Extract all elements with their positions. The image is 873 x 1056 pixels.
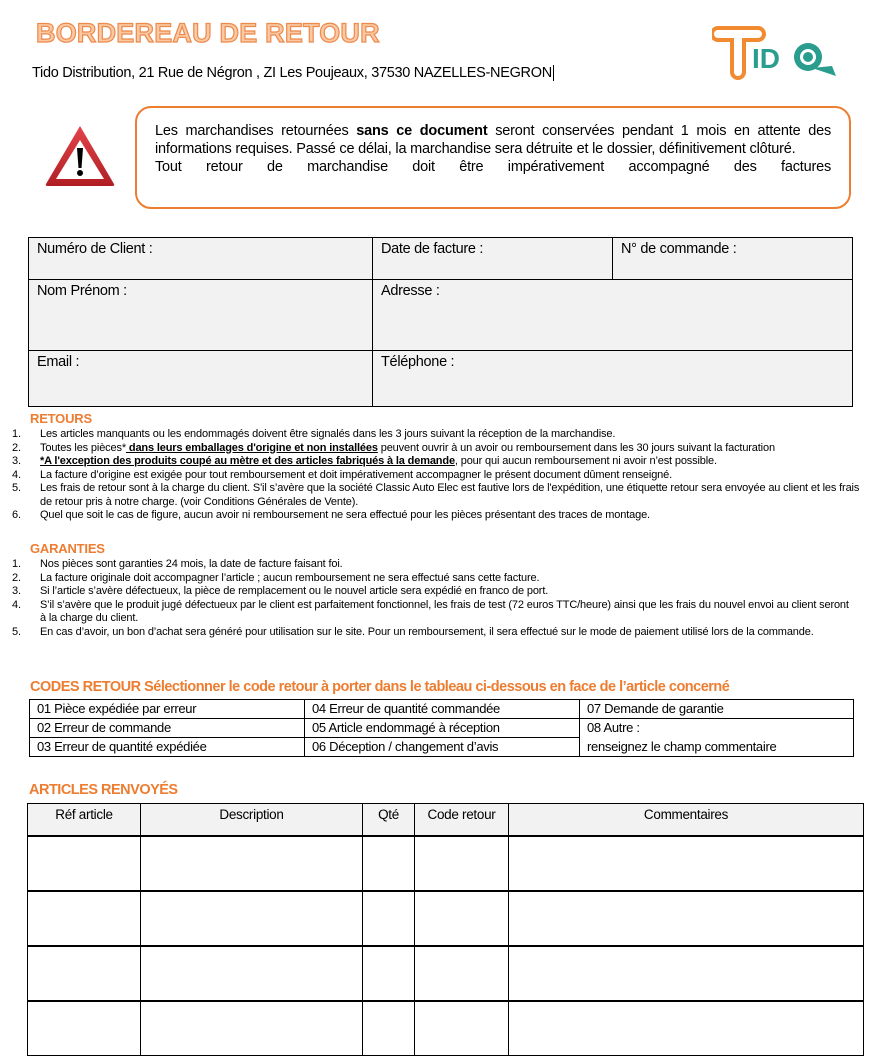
notice-line2: Tout retour de marchandise doit être impérativement accompagné des factures [155,159,831,175]
garanties-heading: GARANTIES [30,541,105,556]
comments-cell[interactable] [509,836,864,891]
codes-retour-table [29,699,854,757]
ref-cell[interactable] [28,836,141,891]
description-cell[interactable] [141,891,363,946]
document-title: BORDEREAU DE RETOUR [36,18,380,48]
table-row [28,836,864,891]
code-05: 05 Article endommagé à réception [305,719,580,738]
qty-cell[interactable] [363,1001,415,1056]
invoice-date-field[interactable]: Date de facture : [373,238,613,280]
code-cell[interactable] [415,1001,509,1056]
list-item: 4. S’il s’avère que le produit jugé défectueux par le client est parfaitement fonctionnel, les frais de test (72 euros TTC/heure) ainsi que les frais du nouvel envoi au client seront à la charge du client. [12,598,849,624]
ref-cell[interactable] [28,1001,141,1056]
qty-cell[interactable] [363,891,415,946]
articles-table [27,803,864,1056]
company-address: Tido Distribution, 21 Rue de Négron , ZI Les Poujeaux, 37530 NAZELLES-NEGRON [32,65,552,81]
phone-field[interactable]: Téléphone : [373,351,853,407]
code-cell[interactable] [415,836,509,891]
comments-cell[interactable] [509,946,864,1001]
list-item: 2. Toutes les pièces* dans leurs emballages d'origine et non installées peuvent ouvrir à un avoir ou remboursement dans les 30 jours suivant la facturation [12,441,775,454]
column-header-comments: Commentaires [509,804,864,836]
code-01: 01 Pièce expédiée par erreur [30,700,305,719]
address-field[interactable]: Adresse : [373,280,853,351]
warning-triangle-icon [44,124,116,188]
qty-cell[interactable] [363,946,415,1001]
column-header-code: Code retour [415,804,509,836]
list-item: 5. Les frais de retour sont à la charge du client. S'il s’avère que la société Classic Auto Elec est fautive lors de l'expédition, une étiquette retour sera envoyée au client et les frais de retour pris à notre charge. (voir Conditions Générales de Vente). [12,482,860,508]
table-row [28,1001,864,1056]
svg-text:ID: ID [752,43,780,74]
list-item: 6. Quel que soit le cas de figure, aucun avoir ni remboursement ne sera effectué pour les pièces présentant des traces de montage. [12,509,650,521]
description-cell[interactable] [141,1001,363,1056]
code-08: 08 Autre : [580,719,854,738]
table-row [28,891,864,946]
list-item: 3. *A l'exception des produits coupé au mètre et des articles fabriqués à la demande, pour qui aucun remboursement ni avoir n’est possible. [12,455,717,467]
code-03: 03 Erreur de quantité expédiée [30,738,305,757]
ref-cell[interactable] [28,891,141,946]
code-08-note: renseignez le champ commentaire [580,738,854,757]
codes-retour-heading: CODES RETOUR Sélectionner le code retour à porter dans le tableau ci-dessous en face de l’article concerné [30,679,730,695]
column-header-ref: Réf article [28,804,141,836]
comments-cell[interactable] [509,891,864,946]
notice-emphasis: sans ce document [356,123,488,139]
table-row [28,946,864,1001]
order-number-field[interactable]: N° de commande : [613,238,853,280]
code-cell[interactable] [415,891,509,946]
client-info-form [28,237,853,407]
comments-cell[interactable] [509,1001,864,1056]
list-item: 1. Nos pièces sont garanties 24 mois, la date de facture faisant foi. [12,558,343,570]
client-number-field[interactable]: Numéro de Client : [29,238,373,280]
list-item: 3. Si l’article s’avère défectueux, la pièce de remplacement ou le nouvel article sera expédié en franco de port. [12,585,549,597]
column-header-qty: Qté [363,804,415,836]
list-item: 2. La facture originale doit accompagner l’article ; aucun remboursement ne sera effectué sans cette facture. [12,571,540,584]
retours-list [0,428,865,523]
code-06: 06 Déception / changement d’avis [305,738,580,757]
code-04: 04 Erreur de quantité commandée [305,700,580,719]
column-header-description: Description [141,804,363,836]
code-cell[interactable] [415,946,509,1001]
email-field[interactable]: Email : [29,351,373,407]
retours-heading: RETOURS [30,411,92,426]
notice-box [135,106,851,209]
garanties-list [0,558,855,639]
qty-cell[interactable] [363,836,415,891]
description-cell[interactable] [141,836,363,891]
list-item: 1. Les articles manquants ou les endommagés doivent être signalés dans les 3 jours suivant la réception de la marchandise. [12,428,616,440]
articles-heading: ARTICLES RENVOYÉS [29,782,178,798]
notice-paragraph: Les marchandises retournées sans ce document seront conservées pendant 1 mois en attente des informations requises. Passé ce délai, la marchandise sera détruite et le dossier, définitivement clôturé. [155,123,831,157]
description-cell[interactable] [141,946,363,1001]
ref-cell[interactable] [28,946,141,1001]
list-item: 4. La facture d’origine est exigée pour tout remboursement et doit impérativement accompagner le présent document dûment renseigné. [12,468,673,481]
code-07: 07 Demande de garantie [580,700,854,719]
list-item: 5. En cas d’avoir, un bon d’achat sera généré pour utilisation sur le site. Pour un remboursement, il sera effectué sur le mode de paiement utilisé lors de la commande. [12,625,814,638]
tidq-logo-icon [712,22,840,82]
name-field[interactable]: Nom Prénom : [29,280,373,351]
code-02: 02 Erreur de commande [30,719,305,738]
